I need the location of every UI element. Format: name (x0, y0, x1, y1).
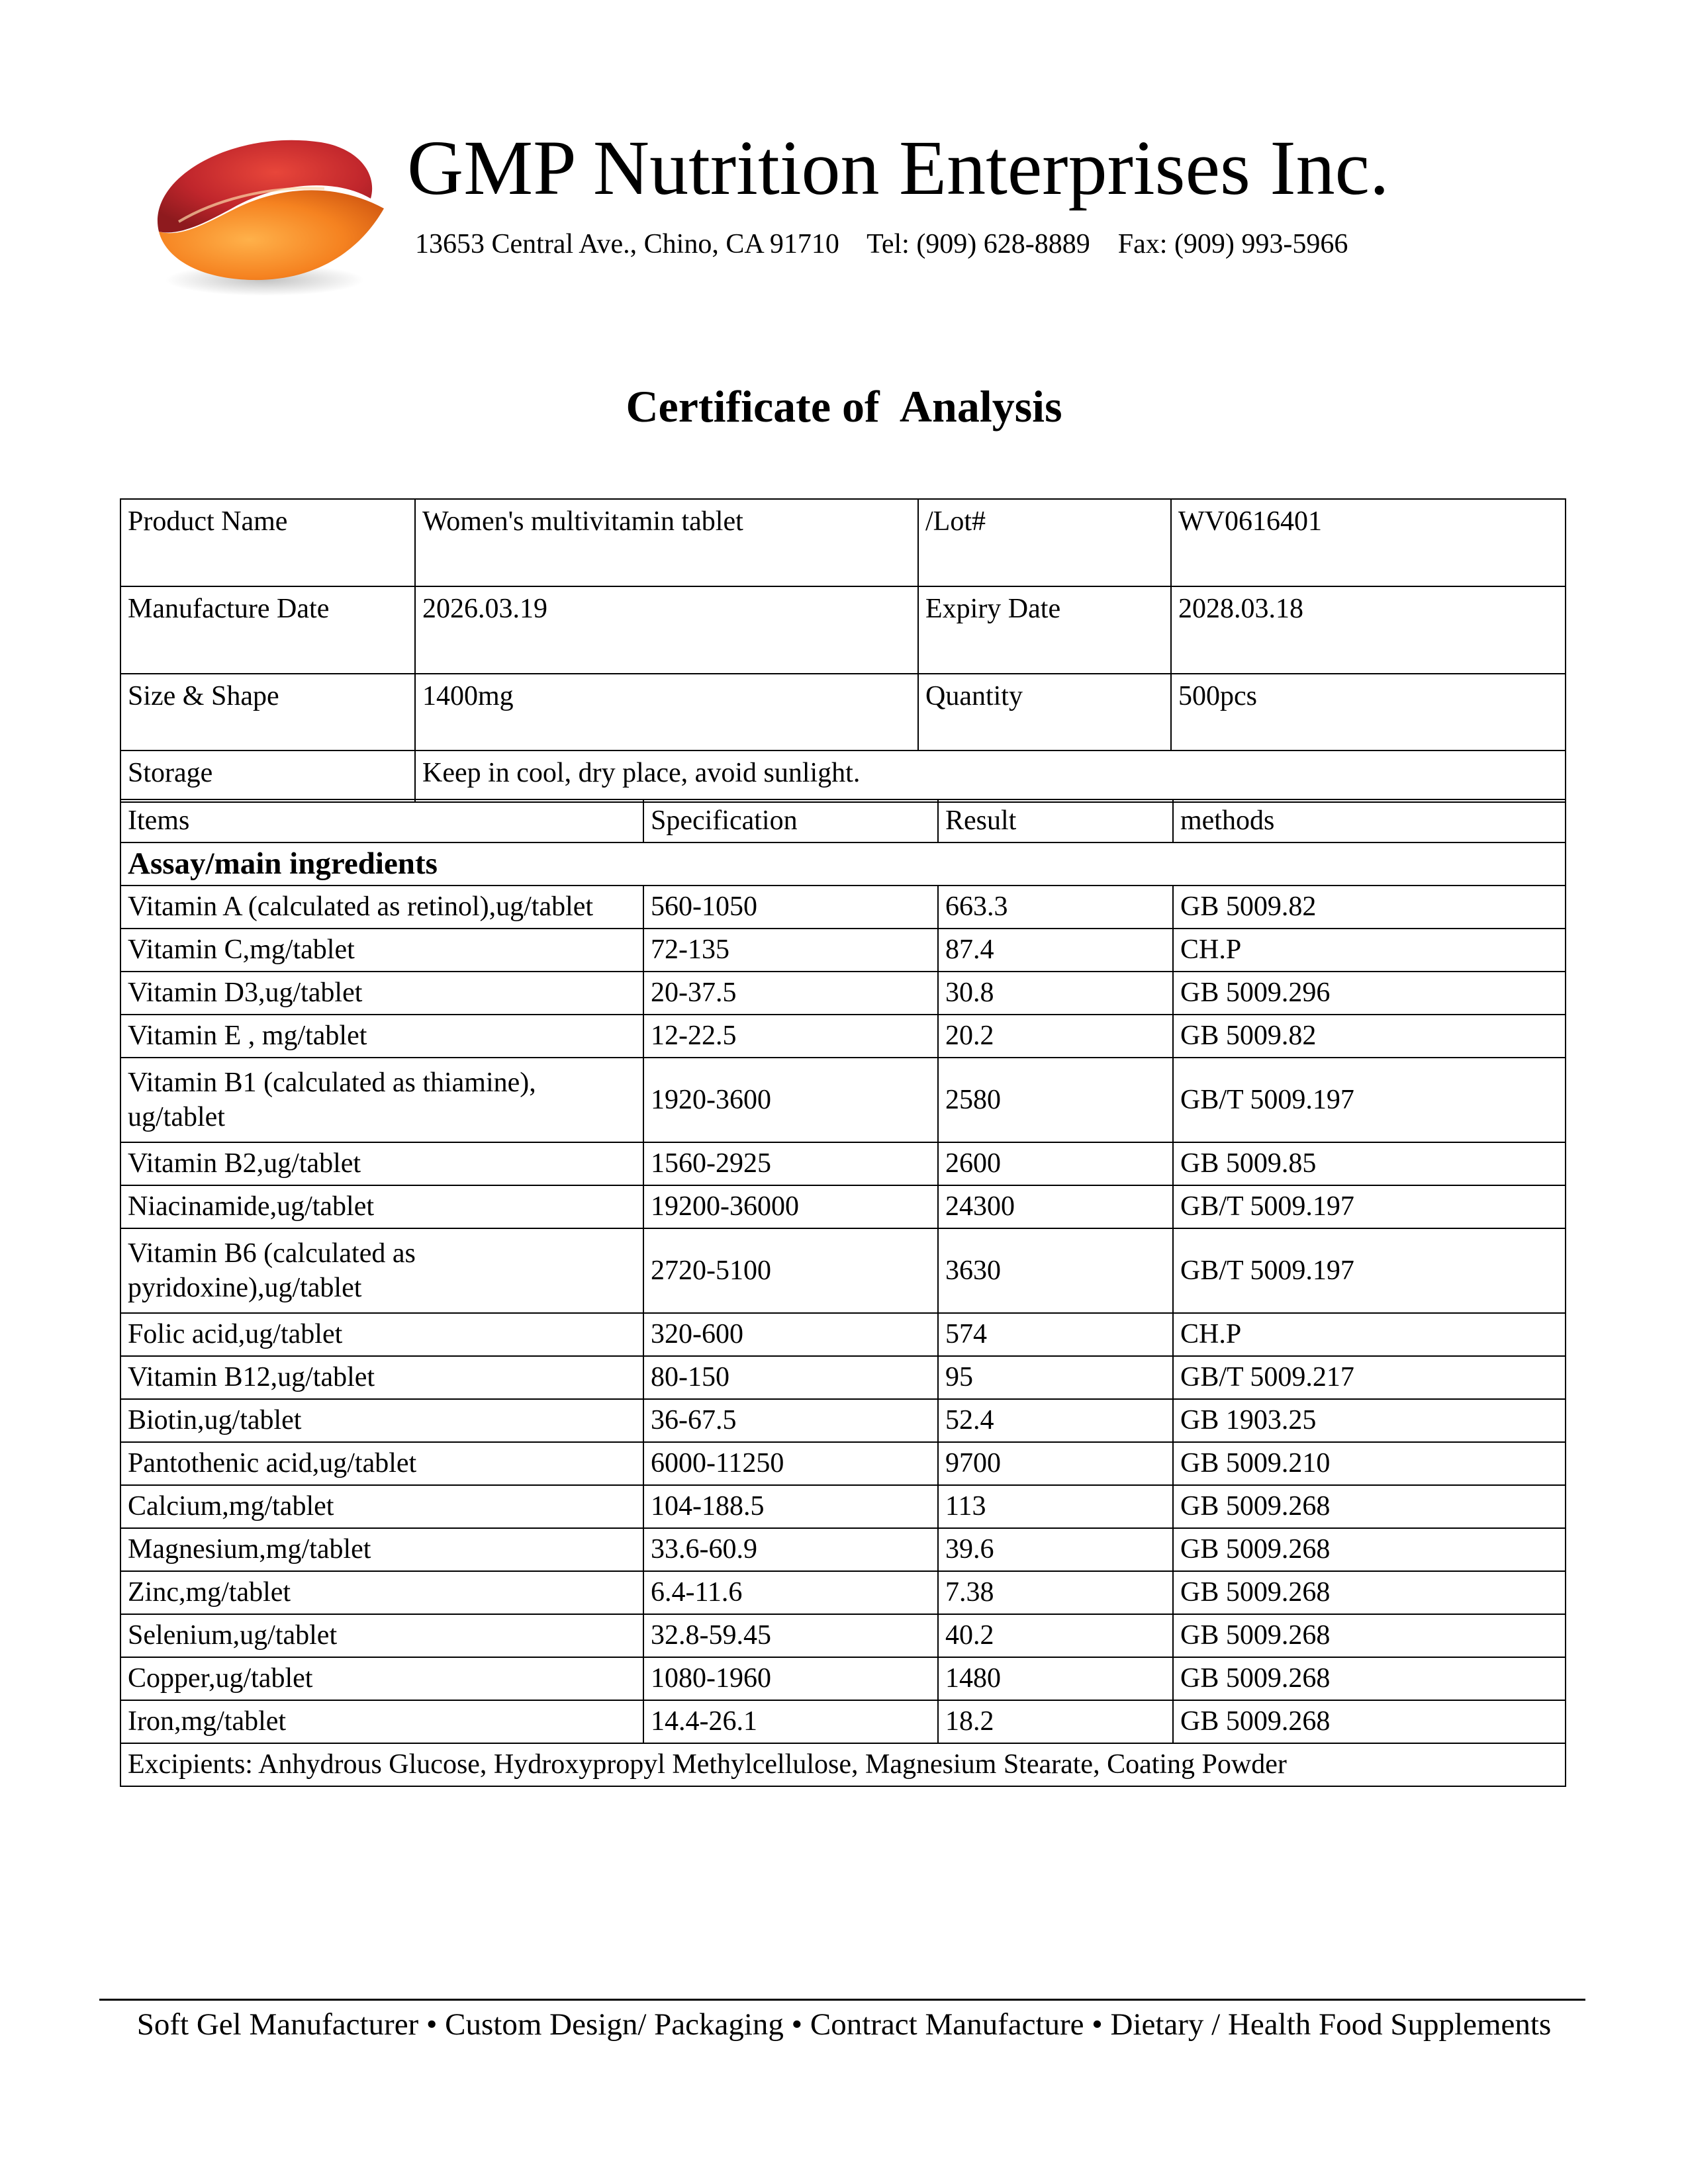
item-method: GB 5009.268 (1173, 1700, 1566, 1743)
table-row (120, 1442, 1566, 1485)
table-row (120, 1228, 1566, 1313)
header-methods: methods (1173, 799, 1566, 842)
item-method: GB 5009.268 (1173, 1528, 1566, 1571)
excipients-row (120, 1743, 1566, 1786)
item-specification: 14.4-26.1 (643, 1700, 938, 1743)
lot-label: /Lot# (918, 499, 1171, 586)
item-name: Vitamin B1 (calculated as thiamine), ug/tablet (120, 1058, 643, 1142)
quantity-label: Quantity (918, 674, 1171, 751)
item-method: CH.P (1173, 1313, 1566, 1356)
item-specification: 104-188.5 (643, 1485, 938, 1528)
item-result: 18.2 (938, 1700, 1173, 1743)
table-row (120, 1313, 1566, 1356)
dates-row (120, 586, 1566, 674)
table-row (120, 1657, 1566, 1700)
expiry-date-value: 2028.03.18 (1171, 586, 1566, 674)
excipients-text: Excipients: Anhydrous Glucose, Hydroxypropyl Methylcellulose, Magnesium Stearate, Coating Powder (120, 1743, 1566, 1786)
item-method: GB/T 5009.217 (1173, 1356, 1566, 1399)
item-result: 2600 (938, 1142, 1173, 1185)
table-row (120, 1015, 1566, 1058)
item-specification: 1560-2925 (643, 1142, 938, 1185)
item-method: GB 5009.82 (1173, 886, 1566, 929)
item-name: Niacinamide,ug/tablet (120, 1185, 643, 1228)
item-specification: 36-67.5 (643, 1399, 938, 1442)
item-specification: 320-600 (643, 1313, 938, 1356)
item-method: GB 5009.268 (1173, 1614, 1566, 1657)
table-row (120, 1356, 1566, 1399)
item-result: 9700 (938, 1442, 1173, 1485)
item-specification: 72-135 (643, 929, 938, 972)
quantity-value: 500pcs (1171, 674, 1566, 751)
item-method: GB 5009.268 (1173, 1485, 1566, 1528)
item-name: Copper,ug/tablet (120, 1657, 643, 1700)
company-address: 13653 Central Ave., Chino, CA 91710 Tel: (909) 628-8889 Fax: (909) 993-5966 (415, 229, 1348, 259)
item-name: Magnesium,mg/tablet (120, 1528, 643, 1571)
item-result: 663.3 (938, 886, 1173, 929)
item-specification: 19200-36000 (643, 1185, 938, 1228)
item-result: 113 (938, 1485, 1173, 1528)
item-method: GB 1903.25 (1173, 1399, 1566, 1442)
item-name: Vitamin B2,ug/tablet (120, 1142, 643, 1185)
manufacture-date-value: 2026.03.19 (415, 586, 918, 674)
storage-value: Keep in cool, dry place, avoid sunlight. (415, 751, 1566, 802)
item-specification: 6.4-11.6 (643, 1571, 938, 1614)
manufacture-date-label: Manufacture Date (120, 586, 415, 674)
item-name: Vitamin B12,ug/tablet (120, 1356, 643, 1399)
item-name: Selenium,ug/tablet (120, 1614, 643, 1657)
item-specification: 20-37.5 (643, 972, 938, 1015)
item-specification: 6000-11250 (643, 1442, 938, 1485)
item-result: 87.4 (938, 929, 1173, 972)
item-specification: 12-22.5 (643, 1015, 938, 1058)
item-specification: 1920-3600 (643, 1058, 938, 1142)
header-items: Items (120, 799, 643, 842)
item-result: 1480 (938, 1657, 1173, 1700)
item-specification: 560-1050 (643, 886, 938, 929)
storage-row (120, 751, 1566, 802)
product-name-value: Women's multivitamin tablet (415, 499, 918, 586)
item-method: GB 5009.296 (1173, 972, 1566, 1015)
item-name: Iron,mg/tablet (120, 1700, 643, 1743)
item-name: Vitamin E , mg/tablet (120, 1015, 643, 1058)
item-method: GB 5009.210 (1173, 1442, 1566, 1485)
item-method: GB 5009.268 (1173, 1571, 1566, 1614)
product-info-table (120, 498, 1566, 803)
storage-label: Storage (120, 751, 415, 802)
item-method: CH.P (1173, 929, 1566, 972)
table-row (120, 1614, 1566, 1657)
table-row (120, 1700, 1566, 1743)
size-shape-label: Size & Shape (120, 674, 415, 751)
product-name-label: Product Name (120, 499, 415, 586)
item-name: Vitamin A (calculated as retinol),ug/tablet (120, 886, 643, 929)
table-row (120, 1142, 1566, 1185)
item-result: 24300 (938, 1185, 1173, 1228)
item-result: 3630 (938, 1228, 1173, 1313)
item-specification: 33.6-60.9 (643, 1528, 938, 1571)
item-name: Calcium,mg/tablet (120, 1485, 643, 1528)
item-name: Vitamin D3,ug/tablet (120, 972, 643, 1015)
item-name: Vitamin C,mg/tablet (120, 929, 643, 972)
table-row (120, 1185, 1566, 1228)
section-title: Assay/main ingredients (120, 842, 1566, 886)
size-row (120, 674, 1566, 751)
table-row (120, 972, 1566, 1015)
lot-value: WV0616401 (1171, 499, 1566, 586)
size-shape-value: 1400mg (415, 674, 918, 751)
company-name: GMP Nutrition Enterprises Inc. (407, 124, 1389, 211)
header-result: Result (938, 799, 1173, 842)
header-specification: Specification (643, 799, 938, 842)
item-method: GB/T 5009.197 (1173, 1228, 1566, 1313)
item-result: 574 (938, 1313, 1173, 1356)
item-method: GB/T 5009.197 (1173, 1058, 1566, 1142)
item-result: 39.6 (938, 1528, 1173, 1571)
company-logo (132, 122, 397, 301)
table-row (120, 1528, 1566, 1571)
table-row (120, 1485, 1566, 1528)
table-row (120, 1571, 1566, 1614)
document-title: Certificate of Analysis (626, 381, 1062, 432)
footer-divider (99, 1999, 1585, 2001)
item-name: Folic acid,ug/tablet (120, 1313, 643, 1356)
results-header-row (120, 799, 1566, 842)
item-name: Zinc,mg/tablet (120, 1571, 643, 1614)
item-result: 40.2 (938, 1614, 1173, 1657)
footer-tagline: Soft Gel Manufacturer • Custom Design/ Packaging • Contract Manufacture • Dietary / Health Food Supplements (136, 2007, 1552, 2042)
item-specification: 80-150 (643, 1356, 938, 1399)
item-method: GB 5009.82 (1173, 1015, 1566, 1058)
item-name: Vitamin B6 (calculated as pyridoxine),ug/tablet (120, 1228, 643, 1313)
table-row (120, 929, 1566, 972)
expiry-date-label: Expiry Date (918, 586, 1171, 674)
item-specification: 32.8-59.45 (643, 1614, 938, 1657)
item-result: 95 (938, 1356, 1173, 1399)
table-row (120, 1399, 1566, 1442)
item-specification: 2720-5100 (643, 1228, 938, 1313)
item-result: 30.8 (938, 972, 1173, 1015)
product-row (120, 499, 1566, 586)
table-row (120, 1058, 1566, 1142)
item-result: 20.2 (938, 1015, 1173, 1058)
item-name: Pantothenic acid,ug/tablet (120, 1442, 643, 1485)
item-specification: 1080-1960 (643, 1657, 938, 1700)
item-result: 7.38 (938, 1571, 1173, 1614)
item-method: GB 5009.268 (1173, 1657, 1566, 1700)
item-result: 2580 (938, 1058, 1173, 1142)
table-row (120, 886, 1566, 929)
item-name: Biotin,ug/tablet (120, 1399, 643, 1442)
item-method: GB 5009.85 (1173, 1142, 1566, 1185)
results-body (120, 842, 1566, 1743)
item-method: GB/T 5009.197 (1173, 1185, 1566, 1228)
section-row (120, 842, 1566, 886)
results-table (120, 799, 1566, 1787)
item-result: 52.4 (938, 1399, 1173, 1442)
